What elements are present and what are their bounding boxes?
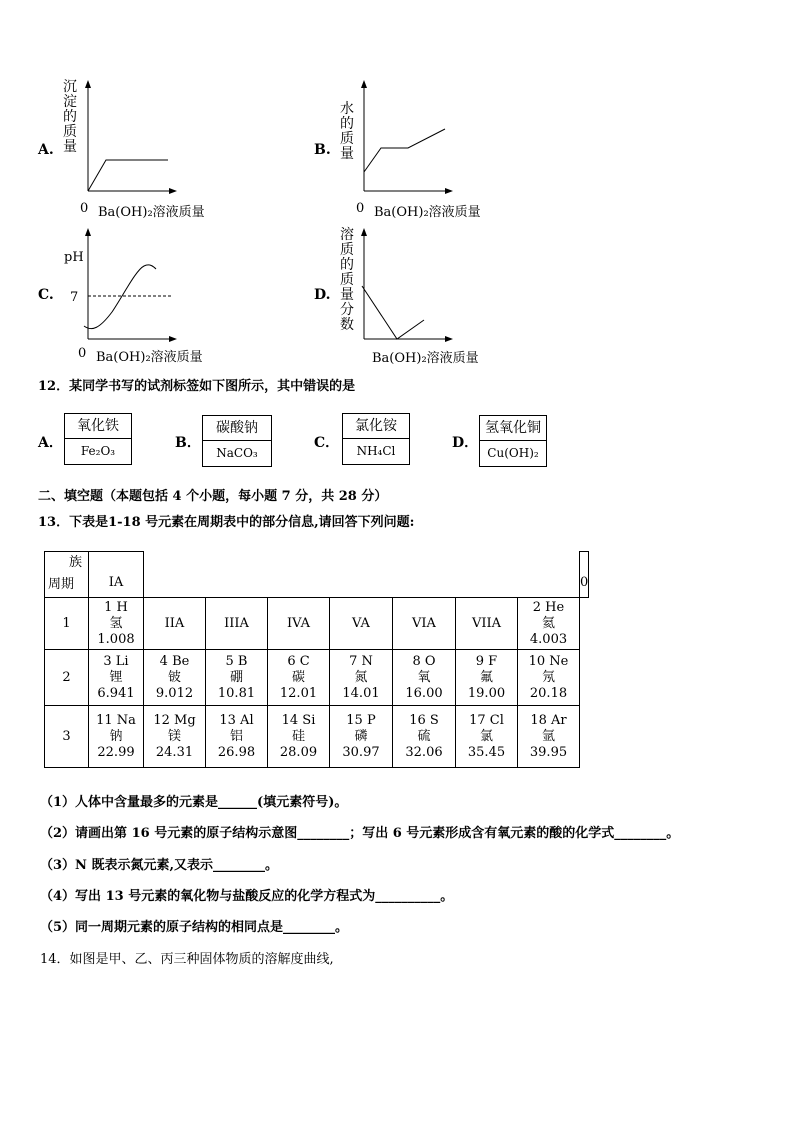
group-iva-header: IVA	[268, 598, 330, 650]
reagent-formula: Fe₂O₃	[80, 444, 116, 458]
q13-part-1: （1）人体中含量最多的元素是______(填元素符号)。	[40, 795, 348, 810]
reagent-label-a	[64, 413, 132, 465]
reagent-formula: NH₄Cl	[356, 444, 396, 458]
table-row	[45, 650, 589, 706]
corner-cell	[45, 552, 89, 598]
element-si: 14 Si 硅 28.09	[268, 706, 330, 768]
reagent-name: 氢氧化铜	[480, 416, 546, 441]
table-header-row	[45, 552, 589, 598]
element-al: 13 Al 铝 26.98	[206, 706, 268, 768]
option-d-label: D.	[314, 287, 331, 303]
blank-header-area	[144, 552, 518, 598]
table-row	[45, 598, 589, 650]
element-ar: 18 Ar 氩 39.95	[518, 706, 580, 768]
group-va-header: VA	[330, 598, 393, 650]
y-axis-arrow	[361, 80, 367, 88]
chart-c-origin: 0	[78, 346, 87, 361]
section-heading: 二、填空题（本题包括 4 个小题，每小题 7 分，共 28 分）	[38, 489, 388, 504]
element-mg: 12 Mg 镁 24.31	[144, 706, 206, 768]
chart-a-xlabel: Ba(OH)₂溶液质量	[98, 205, 205, 220]
table-row	[45, 706, 589, 768]
chart-a-origin: 0	[80, 201, 89, 216]
reagent-formula: NaCO₃	[216, 446, 258, 460]
element-he: 2 He 氦 4.003	[518, 598, 580, 650]
reagent-formula: Cu(OH)₂	[487, 446, 539, 460]
reagent-label-b	[202, 415, 272, 467]
corner-group-label: 族	[68, 555, 82, 570]
q12-option-a: A．	[38, 435, 63, 451]
element-p: 15 P 磷 30.97	[330, 706, 393, 768]
chart-b-plot	[356, 78, 456, 198]
element-be: 4 Be 铍 9.012	[144, 650, 206, 706]
q13-part-3: （3）N 既表示氮元素,又表示________。	[40, 858, 278, 873]
q13-part-5: （5）同一周期元素的原子结构的相同点是________。	[40, 920, 349, 935]
chart-c-plot	[80, 226, 180, 346]
chart-b-ylabel: 水 的 质 量	[340, 101, 354, 162]
reagent-name: 碳酸钠	[203, 416, 271, 441]
curve-d	[362, 286, 424, 339]
y-axis-arrow	[361, 228, 367, 236]
q12-option-c: C．	[314, 435, 340, 451]
y-axis-arrow	[85, 80, 91, 88]
q12-option-d: D．	[452, 435, 479, 451]
element-h: 1 H 氢 1.008	[89, 598, 144, 650]
period-1: 1	[45, 598, 89, 650]
periodic-table	[44, 551, 589, 768]
element-cl: 17 Cl 氯 35.45	[456, 706, 518, 768]
element-o: 8 O 氧 16.00	[393, 650, 456, 706]
chart-c-ylabel: pH	[64, 250, 84, 265]
chart-b-origin: 0	[356, 201, 365, 216]
y-axis-arrow	[85, 228, 91, 236]
q14-question: 14．如图是甲、乙、丙三种固体物质的溶解度曲线,	[40, 952, 334, 967]
group-ia-header: IA	[89, 552, 144, 598]
corner-period-label: 周期	[48, 577, 75, 592]
group-iia-header: IIA	[144, 598, 206, 650]
x-axis-arrow	[445, 336, 453, 342]
chart-d-ylabel: 溶 质 的 质 量 分 数	[340, 227, 354, 333]
curve-a	[88, 160, 168, 191]
curve-b	[364, 129, 445, 172]
option-b-label: B.	[314, 142, 331, 158]
blank-gap	[518, 552, 580, 598]
reagent-label-c	[342, 413, 410, 465]
element-b: 5 B 硼 10.81	[206, 650, 268, 706]
x-axis-arrow	[169, 188, 177, 194]
chart-c-xlabel: Ba(OH)₂溶液质量	[96, 350, 203, 365]
group-iiia-header: IIIA	[206, 598, 268, 650]
chart-d-xlabel: Ba(OH)₂溶液质量	[372, 351, 479, 366]
option-c-label: C.	[38, 287, 54, 303]
reagent-name: 氧化铁	[65, 414, 131, 439]
reagent-name: 氯化铵	[343, 414, 409, 439]
chart-b-xlabel: Ba(OH)₂溶液质量	[374, 205, 481, 220]
q13-part-4: （4）写出 13 号元素的氧化物与盐酸反应的化学方程式为__________。	[40, 889, 454, 904]
x-axis-arrow	[169, 336, 177, 342]
element-s: 16 S 硫 32.06	[393, 706, 456, 768]
option-a-label: A.	[38, 142, 54, 158]
element-li: 3 Li 锂 6.941	[89, 650, 144, 706]
period-2: 2	[45, 650, 89, 706]
period-3: 3	[45, 706, 89, 768]
q13-part-2: （2）请画出第 16 号元素的原子结构示意图________；写出 6 号元素形成含有氧元素的酸的化学式________。	[40, 826, 680, 841]
x-axis-arrow	[445, 188, 453, 194]
group-via-header: VIA	[393, 598, 456, 650]
element-f: 9 F 氟 19.00	[456, 650, 518, 706]
group-0-header: 0	[580, 552, 589, 598]
chart-a-plot	[80, 78, 180, 198]
element-na: 11 Na 钠 22.99	[89, 706, 144, 768]
q13-question: 13．下表是1-18 号元素在周期表中的部分信息,请回答下列问题:	[38, 515, 415, 530]
reagent-label-d	[479, 415, 547, 467]
element-ne: 10 Ne 氖 20.18	[518, 650, 580, 706]
group-viia-header: VIIA	[456, 598, 518, 650]
chart-d-plot	[356, 226, 456, 346]
chart-c-ytick: 7	[70, 290, 79, 305]
element-c: 6 C 碳 12.01	[268, 650, 330, 706]
curve-c	[84, 265, 156, 329]
element-n: 7 N 氮 14.01	[330, 650, 393, 706]
q12-option-b: B．	[175, 435, 201, 451]
q12-question: 12．某同学书写的试剂标签如下图所示，其中错误的是	[38, 379, 356, 394]
chart-a-ylabel: 沉 淀 的 质 量	[63, 79, 77, 155]
